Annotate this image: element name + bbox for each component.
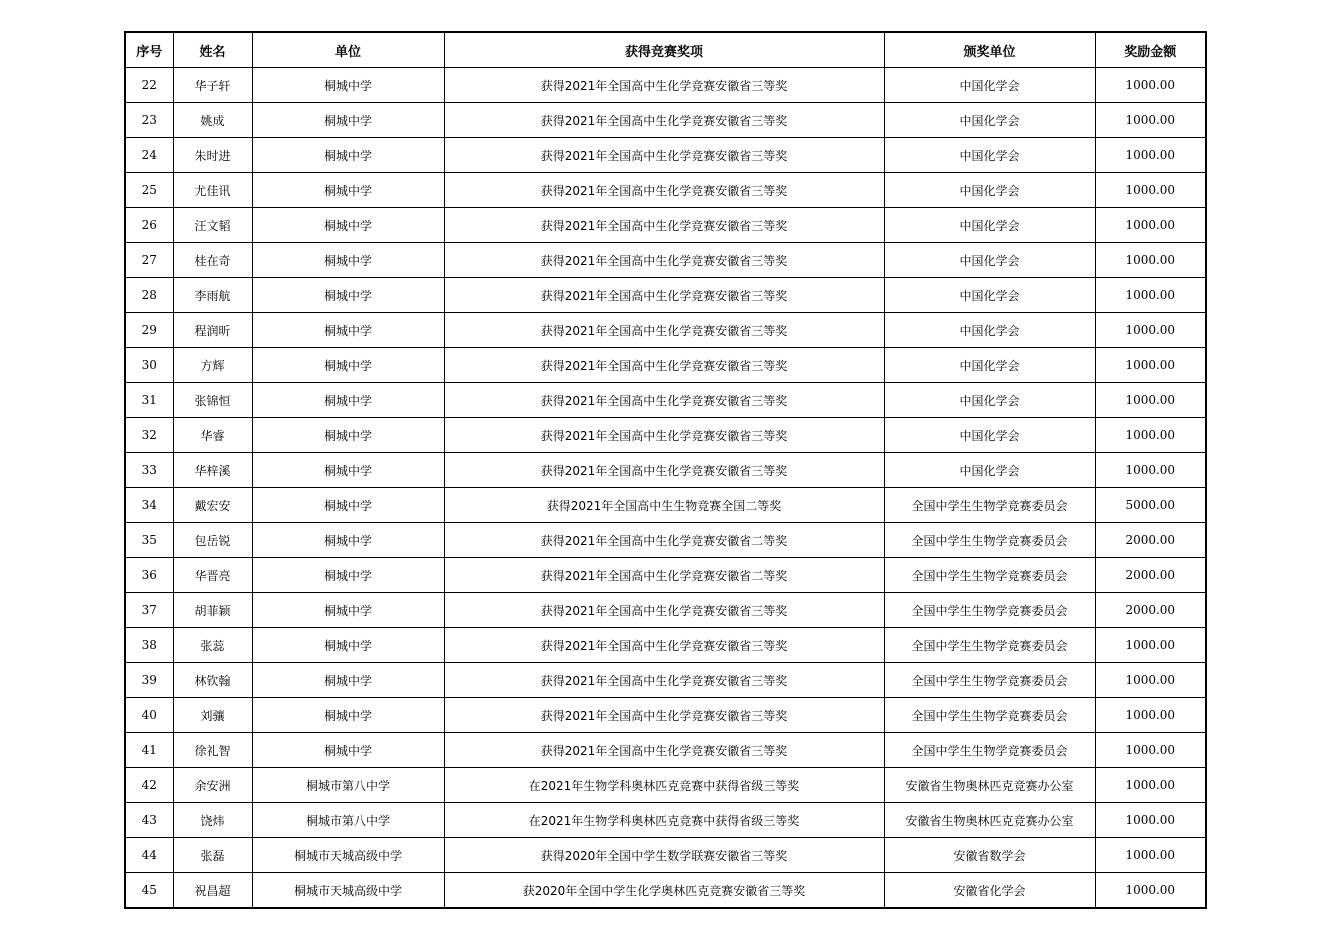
table-row	[125, 103, 1206, 138]
header-row	[125, 32, 1206, 68]
cell-award: 获得2021年全国高中生化学竞赛安徽省三等奖	[444, 348, 884, 383]
cell-issuer: 中国化学会	[884, 138, 1095, 173]
table-row	[125, 593, 1206, 628]
cell-amount: 1000.00	[1095, 383, 1206, 418]
cell-issuer: 中国化学会	[884, 103, 1095, 138]
cell-issuer: 中国化学会	[884, 68, 1095, 103]
cell-issuer: 中国化学会	[884, 208, 1095, 243]
cell-index: 45	[125, 873, 173, 909]
cell-award: 获得2021年全国高中生化学竞赛安徽省三等奖	[444, 68, 884, 103]
table-row	[125, 418, 1206, 453]
cell-amount: 1000.00	[1095, 453, 1206, 488]
cell-unit: 桐城中学	[252, 453, 444, 488]
cell-award: 获得2021年全国高中生化学竞赛安徽省三等奖	[444, 138, 884, 173]
cell-name: 张磊	[173, 838, 252, 873]
table-row	[125, 278, 1206, 313]
cell-name: 戴宏安	[173, 488, 252, 523]
cell-unit: 桐城中学	[252, 663, 444, 698]
cell-index: 37	[125, 593, 173, 628]
cell-name: 华子轩	[173, 68, 252, 103]
cell-index: 22	[125, 68, 173, 103]
cell-amount: 1000.00	[1095, 418, 1206, 453]
cell-amount: 2000.00	[1095, 523, 1206, 558]
table-row	[125, 733, 1206, 768]
cell-award: 获得2021年全国高中生化学竞赛安徽省三等奖	[444, 698, 884, 733]
cell-name: 尤佳讯	[173, 173, 252, 208]
cell-issuer: 安徽省生物奥林匹克竞赛办公室	[884, 768, 1095, 803]
cell-name: 刘骧	[173, 698, 252, 733]
cell-amount: 1000.00	[1095, 873, 1206, 909]
cell-index: 38	[125, 628, 173, 663]
cell-issuer: 中国化学会	[884, 453, 1095, 488]
table-body	[125, 68, 1206, 909]
cell-award: 获得2021年全国高中生化学竞赛安徽省三等奖	[444, 313, 884, 348]
cell-amount: 1000.00	[1095, 628, 1206, 663]
cell-award: 获得2021年全国高中生化学竞赛安徽省三等奖	[444, 103, 884, 138]
cell-name: 汪文韬	[173, 208, 252, 243]
table-row	[125, 523, 1206, 558]
table-row	[125, 838, 1206, 873]
cell-index: 34	[125, 488, 173, 523]
table-row	[125, 313, 1206, 348]
cell-name: 李雨航	[173, 278, 252, 313]
cell-name: 朱时进	[173, 138, 252, 173]
cell-name: 张蕊	[173, 628, 252, 663]
table-row	[125, 208, 1206, 243]
cell-index: 43	[125, 803, 173, 838]
cell-name: 余安洲	[173, 768, 252, 803]
award-table	[124, 31, 1207, 909]
table-row	[125, 803, 1206, 838]
cell-name: 张锦恒	[173, 383, 252, 418]
cell-unit: 桐城中学	[252, 558, 444, 593]
cell-index: 39	[125, 663, 173, 698]
cell-index: 33	[125, 453, 173, 488]
cell-issuer: 中国化学会	[884, 173, 1095, 208]
cell-unit: 桐城市天城高级中学	[252, 838, 444, 873]
cell-index: 32	[125, 418, 173, 453]
cell-unit: 桐城中学	[252, 733, 444, 768]
header-unit: 单位	[252, 32, 444, 68]
cell-amount: 2000.00	[1095, 593, 1206, 628]
cell-index: 41	[125, 733, 173, 768]
cell-unit: 桐城中学	[252, 103, 444, 138]
cell-amount: 1000.00	[1095, 348, 1206, 383]
table-row	[125, 138, 1206, 173]
cell-amount: 5000.00	[1095, 488, 1206, 523]
table-row	[125, 173, 1206, 208]
cell-award: 获得2021年全国高中生化学竞赛安徽省三等奖	[444, 628, 884, 663]
cell-name: 林钦翰	[173, 663, 252, 698]
cell-index: 36	[125, 558, 173, 593]
cell-unit: 桐城中学	[252, 138, 444, 173]
cell-index: 23	[125, 103, 173, 138]
cell-amount: 1000.00	[1095, 698, 1206, 733]
cell-award: 在2021年生物学科奥林匹克竞赛中获得省级三等奖	[444, 803, 884, 838]
cell-unit: 桐城中学	[252, 488, 444, 523]
cell-award: 获得2020年全国中学生数学联赛安徽省三等奖	[444, 838, 884, 873]
cell-amount: 1000.00	[1095, 803, 1206, 838]
cell-unit: 桐城中学	[252, 348, 444, 383]
cell-name: 姚成	[173, 103, 252, 138]
cell-issuer: 安徽省生物奥林匹克竞赛办公室	[884, 803, 1095, 838]
cell-unit: 桐城中学	[252, 523, 444, 558]
cell-amount: 1000.00	[1095, 838, 1206, 873]
cell-issuer: 全国中学生生物学竞赛委员会	[884, 663, 1095, 698]
table-row	[125, 243, 1206, 278]
cell-issuer: 全国中学生生物学竞赛委员会	[884, 488, 1095, 523]
cell-award: 获得2021年全国高中生化学竞赛安徽省三等奖	[444, 278, 884, 313]
table-header	[125, 32, 1206, 68]
cell-issuer: 全国中学生生物学竞赛委员会	[884, 523, 1095, 558]
cell-amount: 1000.00	[1095, 208, 1206, 243]
cell-unit: 桐城市第八中学	[252, 768, 444, 803]
table-row	[125, 383, 1206, 418]
cell-index: 42	[125, 768, 173, 803]
cell-unit: 桐城中学	[252, 383, 444, 418]
cell-issuer: 安徽省化学会	[884, 873, 1095, 909]
header-award: 获得竞赛奖项	[444, 32, 884, 68]
cell-name: 徐礼智	[173, 733, 252, 768]
cell-name: 饶炜	[173, 803, 252, 838]
cell-award: 获得2021年全国高中生化学竞赛安徽省二等奖	[444, 558, 884, 593]
table-row	[125, 698, 1206, 733]
cell-award: 获得2021年全国高中生化学竞赛安徽省三等奖	[444, 243, 884, 278]
cell-award: 获得2021年全国高中生化学竞赛安徽省三等奖	[444, 418, 884, 453]
cell-amount: 1000.00	[1095, 243, 1206, 278]
cell-amount: 1000.00	[1095, 278, 1206, 313]
table-row	[125, 873, 1206, 909]
cell-unit: 桐城中学	[252, 68, 444, 103]
cell-index: 27	[125, 243, 173, 278]
table-row	[125, 663, 1206, 698]
cell-unit: 桐城中学	[252, 698, 444, 733]
cell-unit: 桐城中学	[252, 628, 444, 663]
cell-award: 在2021年生物学科奥林匹克竞赛中获得省级三等奖	[444, 768, 884, 803]
cell-issuer: 中国化学会	[884, 348, 1095, 383]
cell-issuer: 全国中学生生物学竞赛委员会	[884, 698, 1095, 733]
cell-index: 29	[125, 313, 173, 348]
cell-amount: 1000.00	[1095, 663, 1206, 698]
cell-issuer: 全国中学生生物学竞赛委员会	[884, 593, 1095, 628]
cell-award: 获得2021年全国高中生化学竞赛安徽省三等奖	[444, 173, 884, 208]
cell-unit: 桐城市第八中学	[252, 803, 444, 838]
cell-unit: 桐城中学	[252, 278, 444, 313]
cell-amount: 1000.00	[1095, 173, 1206, 208]
cell-amount: 1000.00	[1095, 68, 1206, 103]
cell-index: 30	[125, 348, 173, 383]
cell-unit: 桐城中学	[252, 208, 444, 243]
cell-name: 程润昕	[173, 313, 252, 348]
cell-index: 26	[125, 208, 173, 243]
cell-issuer: 中国化学会	[884, 418, 1095, 453]
cell-index: 25	[125, 173, 173, 208]
cell-issuer: 全国中学生生物学竞赛委员会	[884, 558, 1095, 593]
cell-index: 28	[125, 278, 173, 313]
header-amount: 奖励金额	[1095, 32, 1206, 68]
cell-name: 祝昌超	[173, 873, 252, 909]
cell-issuer: 安徽省数学会	[884, 838, 1095, 873]
cell-award: 获得2021年全国高中生化学竞赛安徽省三等奖	[444, 733, 884, 768]
cell-index: 44	[125, 838, 173, 873]
cell-amount: 2000.00	[1095, 558, 1206, 593]
table-row	[125, 453, 1206, 488]
cell-issuer: 全国中学生生物学竞赛委员会	[884, 628, 1095, 663]
cell-issuer: 中国化学会	[884, 243, 1095, 278]
header-index: 序号	[125, 32, 173, 68]
cell-unit: 桐城中学	[252, 313, 444, 348]
cell-name: 华晋亮	[173, 558, 252, 593]
cell-name: 华梓溪	[173, 453, 252, 488]
cell-index: 35	[125, 523, 173, 558]
cell-award: 获得2021年全国高中生化学竞赛安徽省三等奖	[444, 208, 884, 243]
cell-award: 获得2021年全国高中生化学竞赛安徽省三等奖	[444, 453, 884, 488]
cell-index: 40	[125, 698, 173, 733]
cell-index: 24	[125, 138, 173, 173]
cell-index: 31	[125, 383, 173, 418]
cell-amount: 1000.00	[1095, 768, 1206, 803]
cell-amount: 1000.00	[1095, 138, 1206, 173]
cell-award: 获得2021年全国高中生化学竞赛安徽省二等奖	[444, 523, 884, 558]
cell-amount: 1000.00	[1095, 103, 1206, 138]
cell-issuer: 中国化学会	[884, 313, 1095, 348]
cell-unit: 桐城中学	[252, 418, 444, 453]
cell-name: 桂在奇	[173, 243, 252, 278]
table-row	[125, 348, 1206, 383]
cell-unit: 桐城中学	[252, 593, 444, 628]
cell-issuer: 中国化学会	[884, 383, 1095, 418]
table-row	[125, 558, 1206, 593]
cell-unit: 桐城中学	[252, 173, 444, 208]
cell-unit: 桐城市天城高级中学	[252, 873, 444, 909]
table-row	[125, 488, 1206, 523]
cell-amount: 1000.00	[1095, 733, 1206, 768]
cell-name: 华睿	[173, 418, 252, 453]
table-row	[125, 628, 1206, 663]
cell-issuer: 全国中学生生物学竞赛委员会	[884, 733, 1095, 768]
cell-name: 胡菲颖	[173, 593, 252, 628]
table-row	[125, 68, 1206, 103]
cell-award: 获2020年全国中学生化学奥林匹克竞赛安徽省三等奖	[444, 873, 884, 909]
cell-award: 获得2021年全国高中生生物竞赛全国二等奖	[444, 488, 884, 523]
table-row	[125, 768, 1206, 803]
cell-award: 获得2021年全国高中生化学竞赛安徽省三等奖	[444, 663, 884, 698]
header-issuer: 颁奖单位	[884, 32, 1095, 68]
cell-name: 包岳锐	[173, 523, 252, 558]
cell-award: 获得2021年全国高中生化学竞赛安徽省三等奖	[444, 593, 884, 628]
cell-issuer: 中国化学会	[884, 278, 1095, 313]
cell-award: 获得2021年全国高中生化学竞赛安徽省三等奖	[444, 383, 884, 418]
cell-name: 方辉	[173, 348, 252, 383]
header-name: 姓名	[173, 32, 252, 68]
cell-unit: 桐城中学	[252, 243, 444, 278]
cell-amount: 1000.00	[1095, 313, 1206, 348]
